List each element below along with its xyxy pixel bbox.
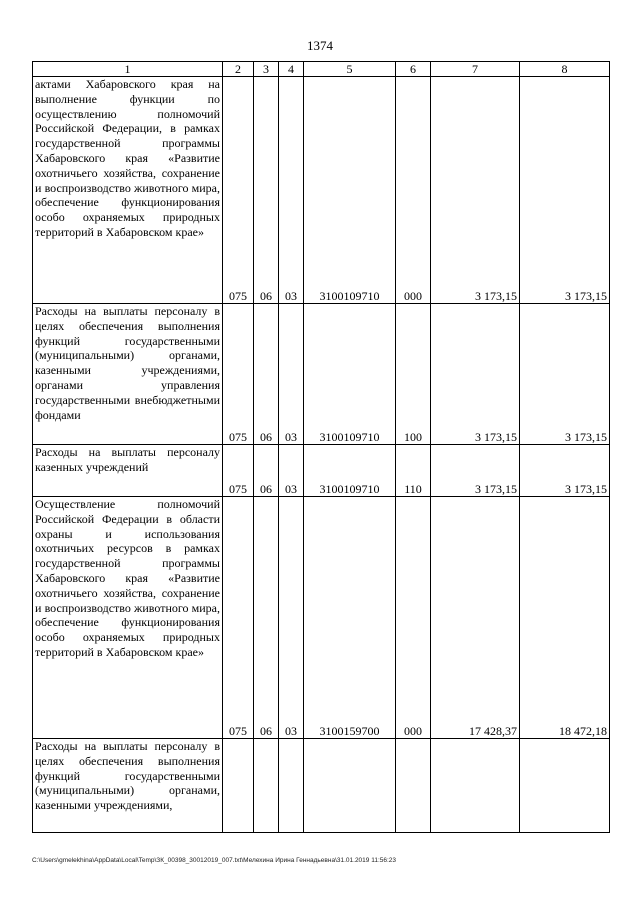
row-sum2: 3 173,15 bbox=[520, 304, 610, 445]
row-sum2 bbox=[520, 739, 610, 833]
row-csr: 3100109710 bbox=[304, 304, 396, 445]
row-pr: 03 bbox=[279, 445, 304, 497]
col-header-sum2: 8 bbox=[520, 62, 610, 77]
table-row bbox=[33, 304, 610, 445]
row-grbs: 075 bbox=[223, 304, 254, 445]
row-csr: 3100159700 bbox=[304, 497, 396, 739]
footer-file-path: C:\Users\gmelekhina\AppData\Local\Temp\ЗК_00398_30012019_007.txt\Мелехина Ирина Геннадьевна\31.01.2019 11:56:23 bbox=[32, 857, 397, 864]
header-row bbox=[33, 62, 610, 77]
row-grbs: 075 bbox=[223, 445, 254, 497]
col-header-grbs: 2 bbox=[223, 62, 254, 77]
row-csr bbox=[304, 739, 396, 833]
row-sum1: 17 428,37 bbox=[431, 497, 520, 739]
col-header-csr: 5 bbox=[304, 62, 396, 77]
col-header-name: 1 bbox=[33, 62, 223, 77]
row-rz bbox=[254, 739, 279, 833]
row-name: Расходы на выплаты персоналу казенных учреждений bbox=[33, 445, 223, 497]
col-header-vr: 6 bbox=[396, 62, 431, 77]
table-row bbox=[33, 445, 610, 497]
row-sum2: 18 472,18 bbox=[520, 497, 610, 739]
row-pr: 03 bbox=[279, 304, 304, 445]
row-vr bbox=[396, 739, 431, 833]
row-rz: 06 bbox=[254, 497, 279, 739]
row-rz: 06 bbox=[254, 445, 279, 497]
row-sum2: 3 173,15 bbox=[520, 445, 610, 497]
row-name: Осуществление полномочий Российской Федерации в области охраны и использования охотничьих ресурсов в рамках государственной программы Хабаровского края «Развитие охотничьего хозяйства, сохранение и воспроизводство животного мира, обеспечение функционирования особо охраняемых природных территорий в Хабаровском крае» bbox=[33, 497, 223, 739]
row-sum2: 3 173,15 bbox=[520, 77, 610, 304]
table-row bbox=[33, 497, 610, 739]
row-vr: 100 bbox=[396, 304, 431, 445]
row-sum1 bbox=[431, 739, 520, 833]
row-pr: 03 bbox=[279, 497, 304, 739]
row-vr: 110 bbox=[396, 445, 431, 497]
budget-table bbox=[32, 61, 610, 833]
row-csr: 3100109710 bbox=[304, 445, 396, 497]
col-header-sum1: 7 bbox=[431, 62, 520, 77]
row-rz: 06 bbox=[254, 304, 279, 445]
row-name: Расходы на выплаты персоналу в целях обеспечения выполнения функций государственными (муниципальными) органами, казенными учреждениями, bbox=[33, 739, 223, 833]
row-name: актами Хабаровского края на выполнение функции по осуществлению полномочий Российской Федерации, в рамках государственной программы Хабаровского края «Развитие охотничьего хозяйства, сохранение и воспроизводство животного мира, обеспечение функционирования особо охраняемых природных территорий в Хабаровском крае» bbox=[33, 77, 223, 304]
col-header-rz: 3 bbox=[254, 62, 279, 77]
row-name: Расходы на выплаты персоналу в целях обеспечения выполнения функций государственными (муниципальными) органами, казенными учреждениями, органами управления государственными внебюджетными фондами bbox=[33, 304, 223, 445]
row-sum1: 3 173,15 bbox=[431, 77, 520, 304]
table-row bbox=[33, 739, 610, 833]
row-pr: 03 bbox=[279, 77, 304, 304]
col-header-pr: 4 bbox=[279, 62, 304, 77]
row-grbs bbox=[223, 739, 254, 833]
page-number: 1374 bbox=[307, 38, 333, 53]
row-grbs: 075 bbox=[223, 77, 254, 304]
row-rz: 06 bbox=[254, 77, 279, 304]
row-sum1: 3 173,15 bbox=[431, 304, 520, 445]
row-vr: 000 bbox=[396, 497, 431, 739]
row-sum1: 3 173,15 bbox=[431, 445, 520, 497]
row-pr bbox=[279, 739, 304, 833]
row-csr: 3100109710 bbox=[304, 77, 396, 304]
table-row bbox=[33, 77, 610, 304]
row-vr: 000 bbox=[396, 77, 431, 304]
row-grbs: 075 bbox=[223, 497, 254, 739]
